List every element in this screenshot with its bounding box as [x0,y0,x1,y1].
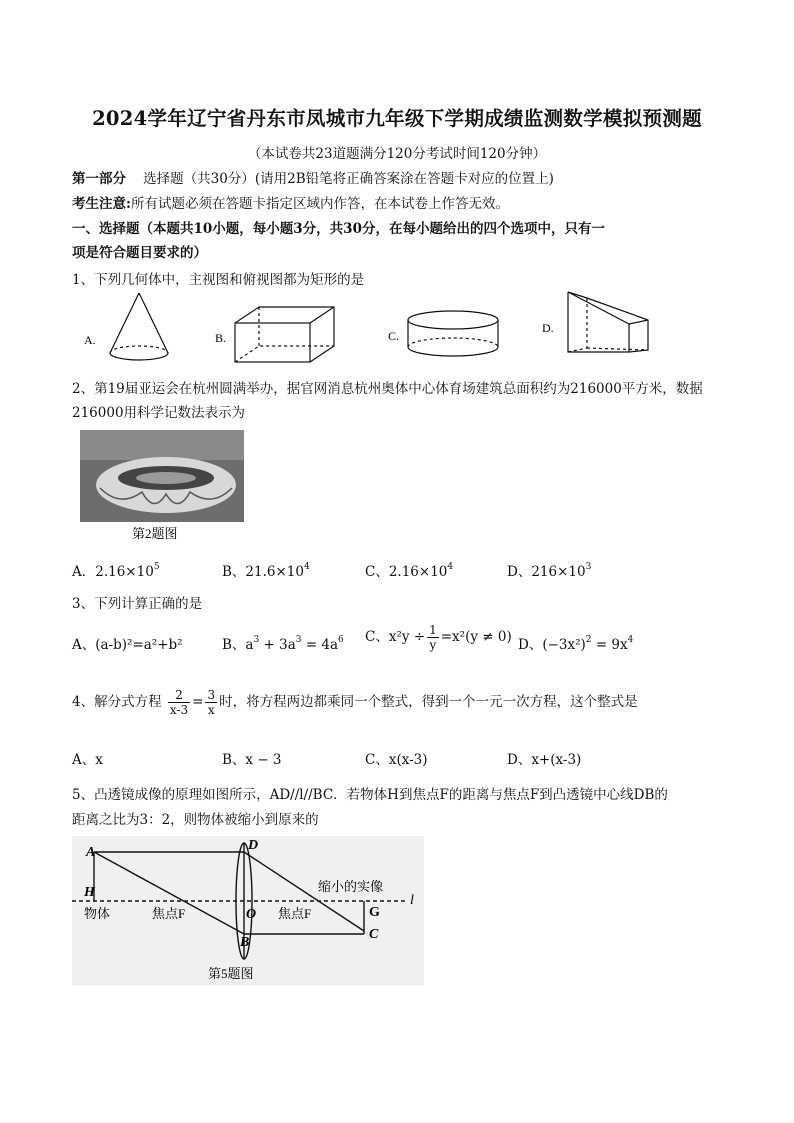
notice [72,192,509,212]
question-5-stem-line1: 5、凸透镜成像的原理如图所示，AD//l//BC．若物体H到焦点F的距离与焦点F到凸透镜中心线DB的 [72,787,668,803]
q3-d-exp2: 4 [627,635,634,645]
q1-option-b-label: B. [215,331,227,345]
q2-option-c-text: C、2.16×10 [365,564,448,580]
part1-label: 第一部分 [72,171,126,187]
question-3-stem: 3、下列计算正确的是 [72,596,203,612]
q3-d-exp1: 2 [585,635,592,645]
q1-option-c-label: C. [388,329,400,343]
label-o: O [246,907,257,922]
q4-option-c: C、x(x-3) [365,752,428,768]
q3-c-part1: C、x²y ÷ [365,629,426,645]
notice-label: 考生注意: [72,196,131,212]
q4-text-post: 时，将方程两边都乘同一个整式，得到一个一元一次方程，这个整式是 [219,694,638,710]
label-a: A [86,845,96,860]
section1-heading-line2: 项是符合题目要求的） [72,245,207,261]
q2-option-b-exp: 4 [303,562,310,572]
label-h: H [84,885,95,900]
q1-solids-figure [72,290,662,370]
part1-text: 选择题（共30分）(请用2B铅笔将正确答案涂在答题卡对应的位置上) [143,171,554,187]
question-2-stem-line2: 216000用科学记数法表示为 [72,405,246,421]
q3-c-fraction [427,623,439,652]
q2-option-d-exp: 3 [585,562,592,572]
q5-figure-caption: 第5题图 [208,966,254,981]
q4-option-b: B、x − 3 [222,752,282,768]
question-2-stem-line1: 2、第19届亚运会在杭州圆满举办，据官网消息杭州奥体中心体育场建筑总面积约为216000平方米，数据 [72,381,703,397]
q3-b-exp3: 6 [338,635,344,645]
label-l: l [410,893,414,908]
q4-f1-denominator: x-3 [169,703,189,717]
part1-heading [72,167,554,187]
cuboid-icon [235,307,334,362]
lens-diagram [72,836,424,986]
q1-option-d-label: D. [542,321,554,335]
section1-heading-line1: 一、选择题（本题共10小题，每小题3分，共30分，在每小题给出的四个选项中，只有一 [72,221,605,237]
q3-c-part2: =x²(y ≠ 0) [440,629,512,645]
q2-option-b [222,560,310,580]
label-image: 缩小的实像 [318,879,384,894]
q2-option-c [365,560,453,580]
cone-icon [110,293,168,360]
q3-b-part2: + 3a [259,637,296,653]
question-5-stem-line2: 距离之比为3：2，则物体被缩小到原来的 [72,812,319,828]
q3-option-b [222,633,344,653]
page-title: 2024学年辽宁省丹东市凤城市九年级下学期成绩监测数学模拟预测题 [92,107,702,130]
q4-option-d: D、x+(x-3) [507,752,582,768]
q3-b-exp2: 3 [295,635,302,645]
q2-figure-caption: 第2题图 [132,526,178,541]
q2-option-a-text: A．2.16×10 [72,564,154,580]
q4-f2-denominator: x [207,703,215,717]
q3-b-part3: = 4a [301,637,339,653]
q1-option-a-label: A. [84,333,96,347]
label-focus-left: 焦点F [152,906,186,921]
q3-d-part2: = 9x [591,637,628,653]
q3-option-c [365,623,512,652]
q3-option-a: A、(a-b)²=a²+b² [72,637,183,653]
q2-option-b-text: B、21.6×10 [222,564,304,580]
q4-fraction-right [205,688,217,717]
q4-option-a: A、x [72,752,103,768]
q2-option-d-text: D、216×10 [507,564,586,580]
q4-equals: = [192,694,204,710]
q3-c-numerator: 1 [429,623,437,637]
exam-info: （本试卷共23道题满分120分考试时间120分钟） [247,146,547,162]
q3-b-exp1: 3 [253,635,260,645]
q3-option-d [518,633,633,653]
label-focus-right: 焦点F [278,906,312,921]
question-1-stem: 1、下列几何体中，主视图和俯视图都为矩形的是 [72,272,365,288]
q3-b-part1: B、a [222,637,254,653]
label-object: 物体 [84,906,111,921]
q2-option-a-exp: 5 [153,562,160,572]
stadium-photo [80,430,248,542]
triangular-prism-icon [568,292,648,352]
q4-fraction-left [168,688,190,717]
q3-d-part1: D、(−3x²) [518,637,586,653]
notice-text: 所有试题必须在答题卡指定区域内作答，在本试卷上作答无效。 [130,196,509,212]
label-c: C [369,927,379,942]
label-g: G [369,905,380,920]
q2-option-c-exp: 4 [447,562,454,572]
q4-f2-numerator: 3 [207,688,216,702]
cylinder-icon [408,311,498,356]
question-4-stem [72,688,638,717]
q2-option-d [507,560,591,580]
q4-f1-numerator: 2 [168,688,190,703]
q2-option-a [72,560,160,580]
label-d: D [248,838,259,853]
q4-text-pre: 4、解分式方程 [72,694,162,710]
label-b: B [240,935,250,950]
q3-c-denominator: y [429,638,437,652]
